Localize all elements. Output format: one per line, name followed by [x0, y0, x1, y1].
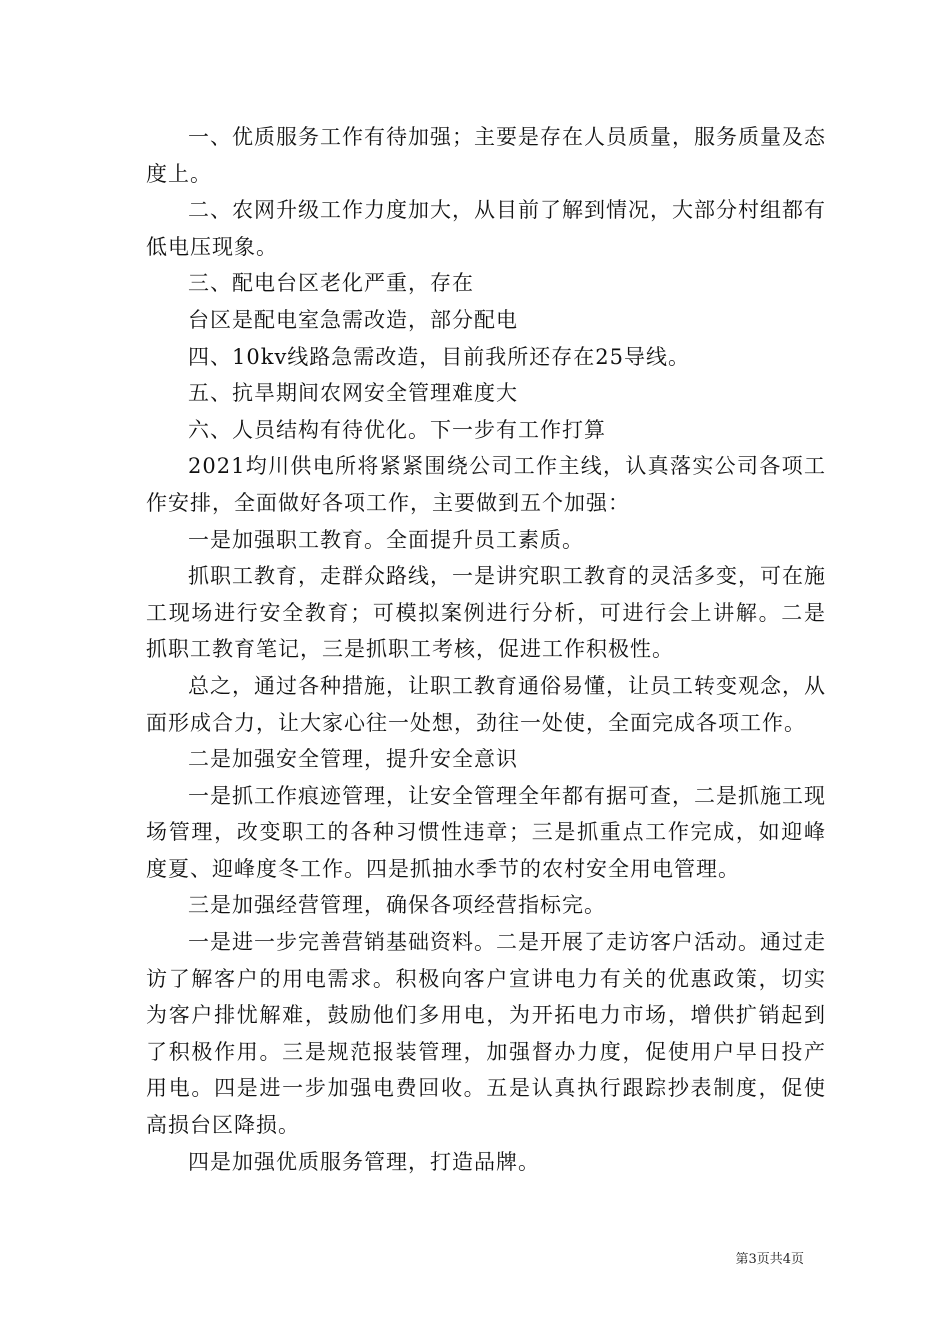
document-body: [146, 119, 826, 1180]
paragraph: 三、配电台区老化严重，存在: [188, 271, 474, 296]
paragraph: 一是加强职工教育。全面提升员工素质。: [188, 527, 584, 552]
paragraph: 总之，通过各种措施，让职工教育通俗易懂，让员工转变观念，从面形成合力，让大家心往一处想，劲往一处使，全面完成各项工作。: [146, 673, 826, 735]
paragraph: 六、人员结构有待优化。下一步有工作打算: [188, 417, 606, 442]
paragraph: 四是加强优质服务管理，打造品牌。: [188, 1149, 540, 1174]
paragraph: 台区是配电室急需改造，部分配电: [188, 307, 518, 332]
page-number-footer: 第3页共4页: [735, 1252, 804, 1267]
paragraph: 2021均川供电所将紧紧围绕公司工作主线，认真落实公司各项工作安排，全面做好各项工作，主要做到五个加强：: [146, 454, 826, 515]
paragraph: 一是进一步完善营销基础资料。二是开展了走访客户活动。通过走访了解客户的用电需求。积极向客户宣讲电力有关的优惠政策，切实为客户排忧解难，鼓励他们多用电，为开拓电力市场，增供扩销起到了积极作用。三是规范报装管理，加强督办力度，促使用户早日投产用电。四是进一步加强电费回收。五是认真执行跟踪抄表制度，促使高损台区降损。: [146, 930, 826, 1138]
paragraph: 一、优质服务工作有待加强；主要是存在人员质量，服务质量及态度上。: [146, 125, 826, 186]
paragraph: 二是加强安全管理，提升安全意识: [188, 747, 518, 772]
paragraph: 三是加强经营管理，确保各项经营指标完。: [188, 893, 606, 918]
paragraph: 一是抓工作痕迹管理，让安全管理全年都有据可查，二是抓施工现场管理，改变职工的各种习惯性违章；三是抓重点工作完成，如迎峰度夏、迎峰度冬工作。四是抓抽水季节的农村安全用电管理。: [146, 783, 826, 881]
paragraph: 抓职工教育，走群众路线，一是讲究职工教育的灵活多变，可在施工现场进行安全教育；可模拟案例进行分析，可进行会上讲解。二是抓职工教育笔记，三是抓职工考核，促进工作积极性。: [146, 564, 826, 662]
paragraph: 五、抗旱期间农网安全管理难度大: [188, 381, 518, 406]
paragraph: 四、10kv线路急需改造，目前我所还存在25导线。: [188, 344, 691, 369]
paragraph: 二、农网升级工作力度加大，从目前了解到情况，大部分村组都有低电压现象。: [146, 198, 826, 259]
